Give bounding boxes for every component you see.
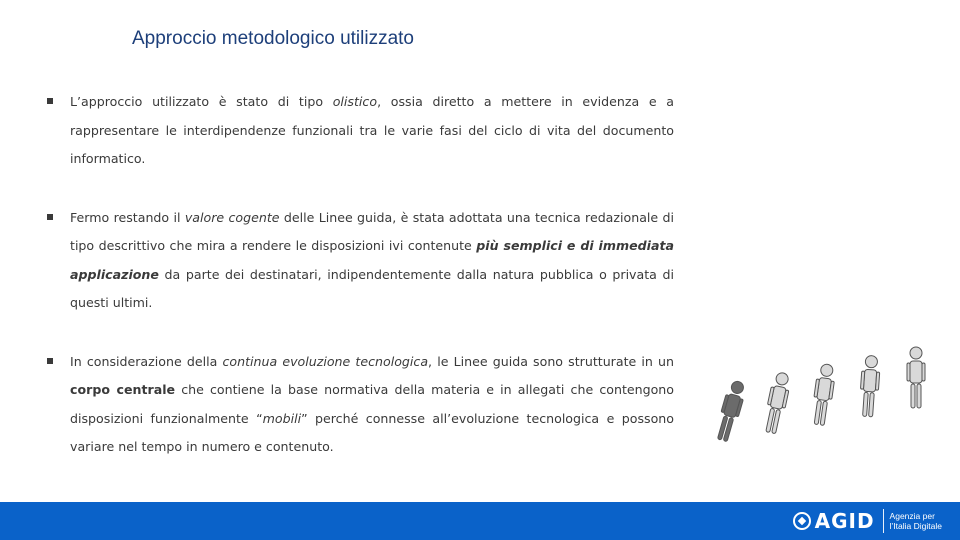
bullet-text-segment: ” perché connesse all’evoluzione tecnologica e possono variare nel tempo in numero e contenuto. (70, 410, 674, 454)
robot-figure (859, 355, 881, 417)
bullet-marker-icon (47, 214, 53, 220)
slide-title: Approccio metodologico utilizzato (132, 28, 414, 49)
logo-subtitle-line-2: l’Italia Digitale (889, 521, 942, 531)
bullet-text-segment: corpo centrale (70, 382, 176, 397)
robot-figure (907, 347, 925, 408)
bullet-text-segment: da parte dei destinatari, indipendentemente dalla natura pubblica o privata di questi ultimi. (70, 266, 674, 310)
bullet-text-segment: delle Linee guida, è stata adottata una tecnica redazionale di tipo descrittivo che mira a rendere le disposizioni ivi contenute (70, 209, 675, 253)
bullet-item (44, 348, 674, 462)
bullet-item (44, 204, 674, 318)
logo-subtitle (890, 511, 942, 531)
bullet-marker-icon (47, 358, 53, 364)
bullet-marker-icon (47, 98, 53, 104)
bullet-text-segment: L’approccio utilizzato è stato di tipo (70, 94, 333, 109)
logo-text: AGID (814, 509, 875, 533)
bullet-text-segment: Fermo restando il (70, 209, 185, 225)
bullet-text-segment: che contiene la base normativa della materia e in allegati che contengono disposizioni funzionalmente “ (70, 382, 674, 426)
bullet-text-segment: valore cogente (184, 209, 280, 225)
logo-separator (883, 509, 884, 533)
agid-logo[interactable] (793, 508, 942, 534)
logo-subtitle-line-1: Agenzia per (889, 511, 935, 521)
robot-figure (810, 363, 836, 426)
bullet-text-segment: In considerazione della (70, 353, 223, 369)
robot-figure (762, 371, 792, 434)
bullet-text-segment: mobili (262, 410, 302, 426)
bullet-text-segment: , ossia diretto a mettere in evidenza e a rappresentare le interdipendenze funzionali tra le varie fasi del ciclo di vita del documento informatico. (70, 94, 674, 166)
bullet-text-segment: olistico (332, 94, 378, 109)
footer-bar (0, 502, 960, 540)
robot-figure (714, 379, 748, 443)
bullet-item (44, 88, 674, 174)
bullet-text-segment: più semplici e di immediata applicazione (70, 238, 674, 282)
italian-republic-emblem-icon (793, 512, 811, 530)
bullet-text-segment: continua evoluzione tecnologica (222, 353, 429, 369)
bullet-list (44, 88, 674, 462)
bullet-text-segment: , le Linee guida sono strutturate in un (428, 353, 674, 369)
robot-evolution-illustration (712, 345, 942, 455)
